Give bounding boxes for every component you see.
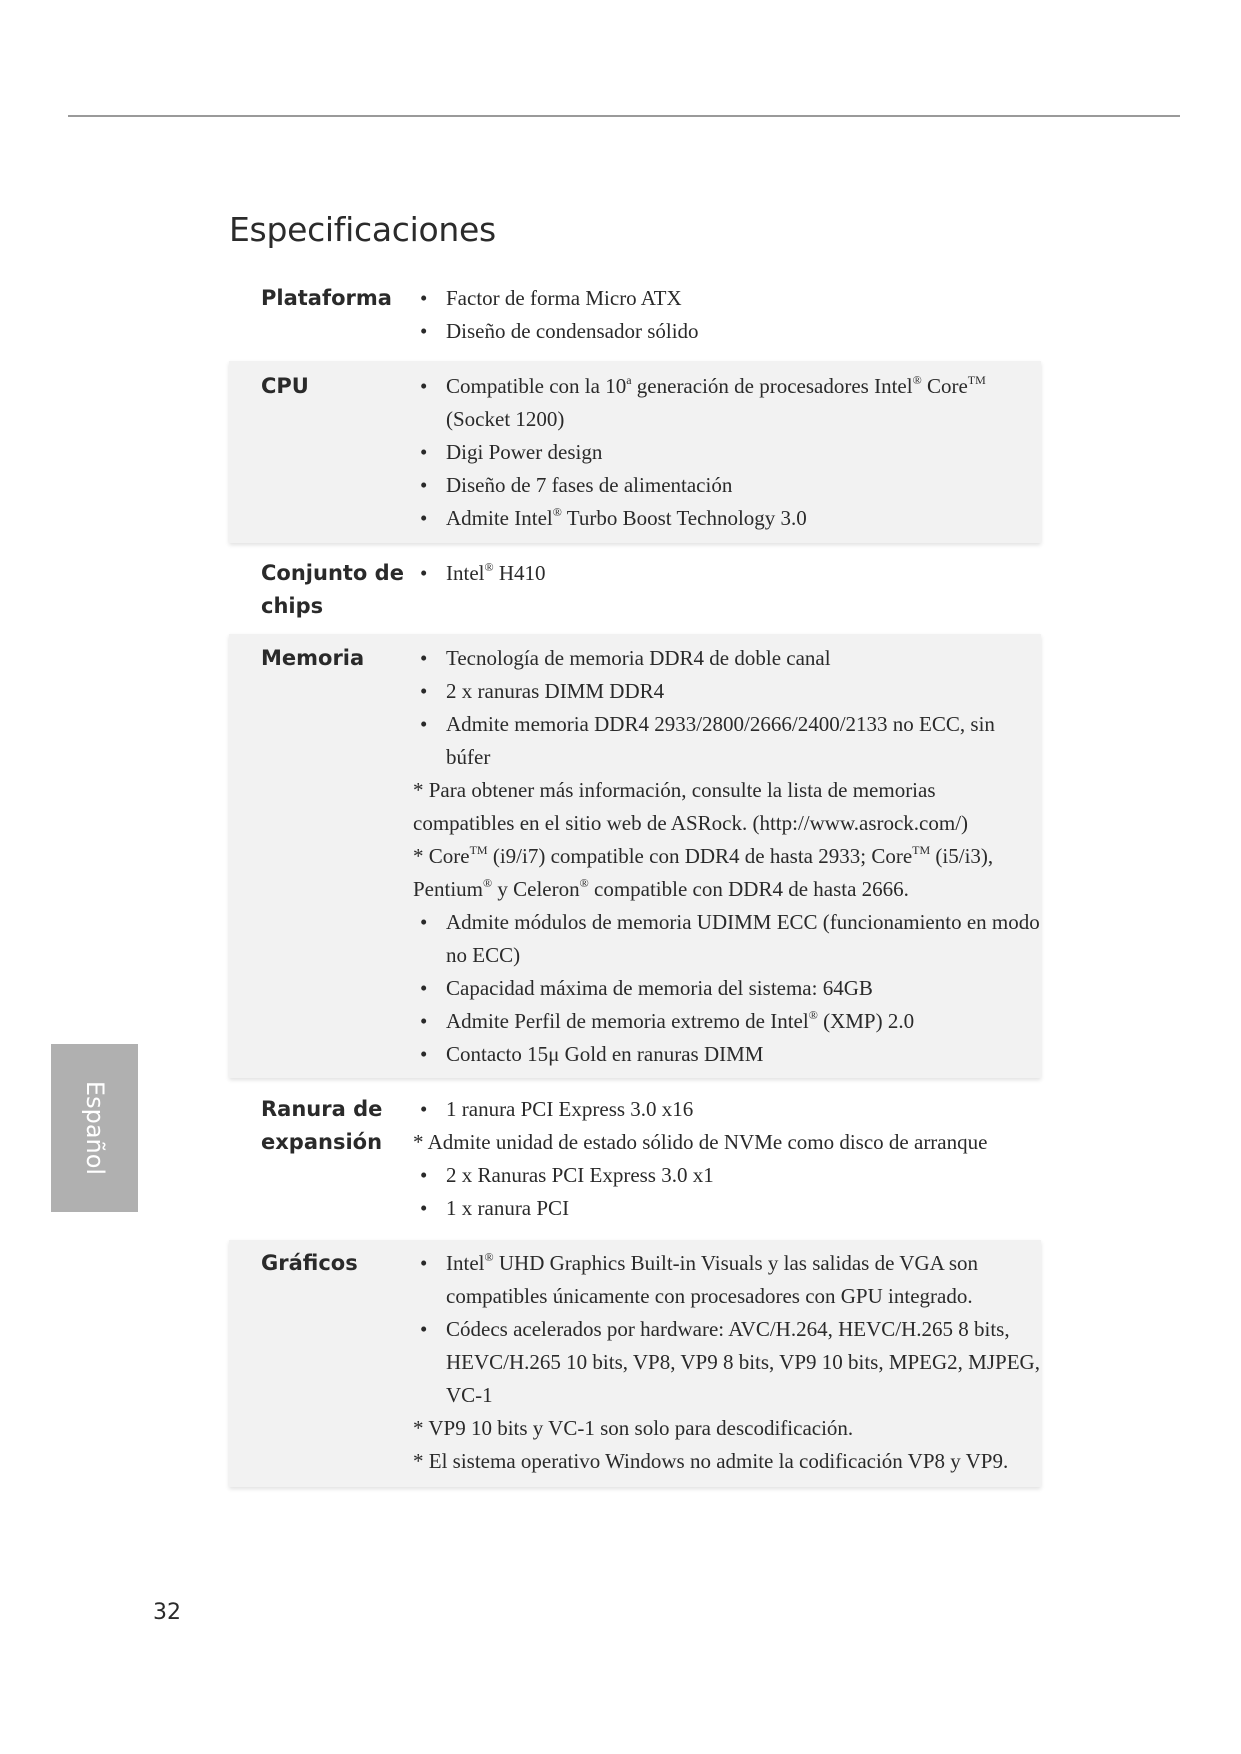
list-item: • Contacto 15μ Gold en ranuras DIMM	[413, 1038, 1041, 1071]
page-title: Especificaciones	[229, 210, 496, 249]
bullet-icon: •	[420, 646, 428, 670]
bullet-icon: •	[420, 910, 428, 934]
spec-content-chipset	[413, 557, 1041, 623]
bullet-icon: •	[420, 286, 428, 310]
memoria-note-2: * Core™ (i9/i7) compatible con DDR4 de hasta 2933; Core™ (i5/i3), Pentium® y Celeron® compatible con DDR4 de hasta 2666.	[413, 843, 994, 901]
spec-row-plataforma	[229, 278, 1041, 358]
spec-content-memoria	[413, 642, 1041, 1071]
list-item: • 1 x ranura PCI	[413, 1192, 1041, 1225]
spec-content-plataforma	[413, 282, 1041, 348]
bullet-icon: •	[420, 679, 428, 703]
bullet-icon: •	[420, 473, 428, 497]
spec-row-chipset	[229, 543, 1041, 634]
list-item: • Compatible con la 10$^a$ generación de procesadores Intel® Core™ (Socket 1200)	[413, 370, 1041, 436]
memoria-note-1: * Para obtener más información, consulte la lista de memorias compatibles en el sitio web de ASRock. (http://www.asrock.com/)	[413, 778, 969, 835]
bullet-icon: •	[420, 1317, 428, 1341]
list-item: • Intel® H410	[413, 557, 1041, 590]
list-item: • 2 x ranuras DIMM DDR4	[413, 675, 1041, 708]
bullet-icon: •	[420, 1097, 428, 1121]
spec-content-graficos	[413, 1247, 1041, 1478]
list-item: • Tecnología de memoria DDR4 de doble canal	[413, 642, 1041, 675]
expansion-note: * Admite unidad de estado sólido de NVMe como disco de arranque	[413, 1130, 988, 1154]
spec-content-expansion	[413, 1093, 1041, 1225]
page-number: 32	[153, 1600, 181, 1625]
list-item: • Códecs acelerados por hardware: AVC/H.264, HEVC/H.265 8 bits, HEVC/H.265 10 bits, VP8, VP9 8 bits, VP9 10 bits, MPEG2, MJPEG, VC-1	[413, 1313, 1041, 1412]
spec-label-chipset: Conjunto de chips	[261, 561, 404, 618]
bullet-icon: •	[420, 374, 428, 398]
bullet-icon: •	[420, 1196, 428, 1220]
spec-row-memoria	[229, 634, 1041, 1078]
spec-row-expansion	[229, 1078, 1041, 1236]
top-divider	[68, 115, 1180, 117]
bullet-icon: •	[420, 319, 428, 343]
list-item: • 1 ranura PCI Express 3.0 x16	[413, 1093, 1041, 1126]
bullet-icon: •	[420, 1163, 428, 1187]
list-item: • Diseño de condensador sólido	[413, 315, 1041, 348]
list-item: • Factor de forma Micro ATX	[413, 282, 1041, 315]
spec-label-cpu: CPU	[261, 374, 309, 398]
list-item: • Admite módulos de memoria UDIMM ECC (funcionamiento en modo no ECC)	[413, 906, 1041, 972]
bullet-icon: •	[420, 712, 428, 736]
list-item: • Diseño de 7 fases de alimentación	[413, 469, 1041, 502]
bullet-icon: •	[420, 440, 428, 464]
bullet-icon: •	[420, 1251, 428, 1275]
spec-label-memoria: Memoria	[261, 646, 365, 670]
bullet-icon: •	[420, 976, 428, 1000]
bullet-icon: •	[420, 1009, 428, 1033]
graficos-note-1: * VP9 10 bits y VC-1 son solo para descodificación.	[413, 1416, 854, 1440]
spec-label-graficos: Gráficos	[261, 1251, 358, 1275]
spec-label-expansion: Ranura de expansión	[261, 1097, 383, 1154]
list-item: • Digi Power design	[413, 436, 1041, 469]
bullet-icon: •	[420, 506, 428, 530]
bullet-icon: •	[420, 1042, 428, 1066]
spec-label-plataforma: Plataforma	[261, 286, 392, 310]
bullet-icon: •	[420, 561, 428, 585]
list-item: • Admite Perfil de memoria extremo de Intel® (XMP) 2.0	[413, 1005, 1041, 1038]
spec-row-graficos	[229, 1240, 1041, 1487]
list-item: • 2 x Ranuras PCI Express 3.0 x1	[413, 1159, 1041, 1192]
list-item: • Intel® UHD Graphics Built-in Visuals y las salidas de VGA son compatibles únicamente con procesadores con GPU integrado.	[413, 1247, 1041, 1313]
spec-content-cpu	[413, 370, 1041, 535]
side-tab-label: Español	[80, 1080, 109, 1176]
graficos-note-2: * El sistema operativo Windows no admite la codificación VP8 y VP9.	[413, 1449, 1009, 1473]
list-item: • Admite Intel® Turbo Boost Technology 3.0	[413, 502, 1041, 535]
spec-row-cpu	[229, 361, 1041, 543]
language-side-tab	[51, 1044, 138, 1212]
list-item: • Capacidad máxima de memoria del sistema: 64GB	[413, 972, 1041, 1005]
list-item: • Admite memoria DDR4 2933/2800/2666/2400/2133 no ECC, sin búfer	[413, 708, 1041, 774]
spec-table	[229, 278, 1041, 1487]
